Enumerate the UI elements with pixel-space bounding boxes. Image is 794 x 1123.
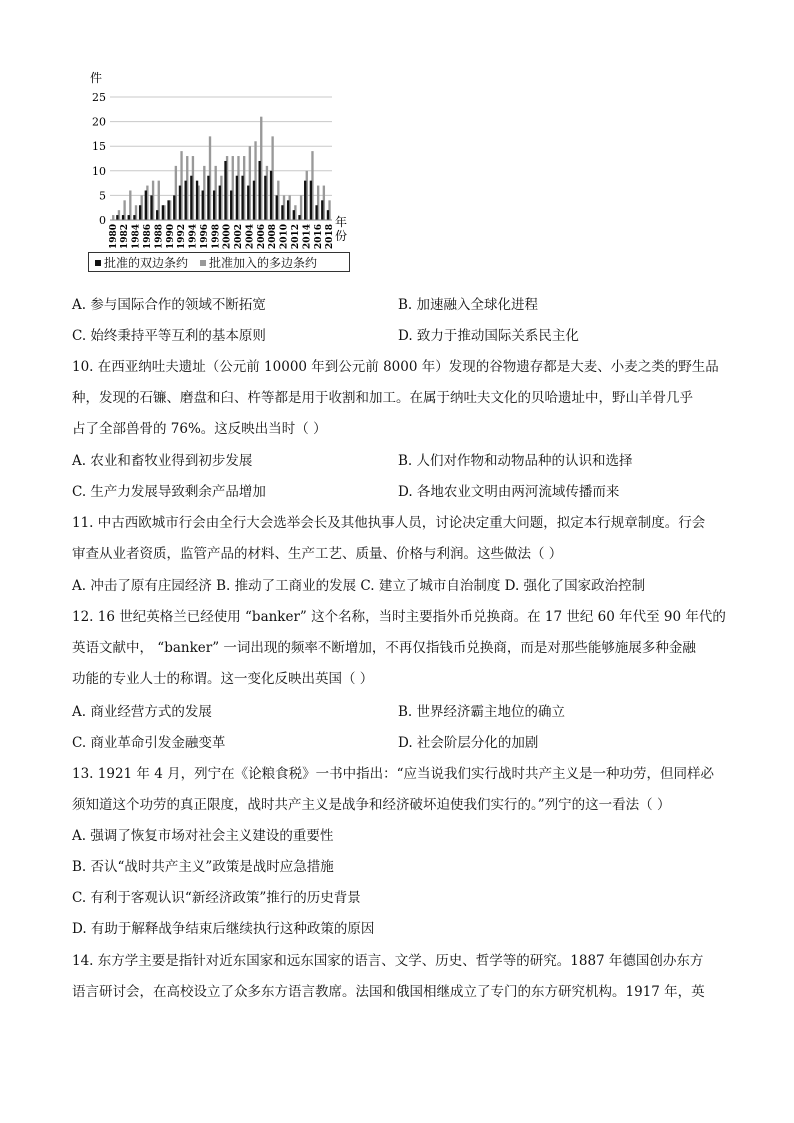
y-tick-label: 25 (92, 91, 106, 104)
bar-bilateral (128, 215, 130, 220)
bar-bilateral (150, 195, 152, 220)
bar-bilateral (224, 161, 226, 220)
q14-stem-line-2: 语言研讨会，在高校设立了众多东方语言教席。法国和俄国相继成立了专门的东方研究机构。1917 年，英 (72, 984, 705, 1000)
x-tick-label: 2014 (302, 224, 313, 250)
q13-stem-line-1: 13. 1921 年 4 月，列宁在《论粮食税》一书中指出：“应当说我们实行战时共产主义是一种功劳，但同样必 (72, 766, 714, 782)
bar-bilateral (258, 161, 260, 220)
q10-stem-line-2: 种，发现的石镰、磨盘和臼、杵等都是用于收割和加工。在属于纳吐夫文化的贝哈遗址中，野山羊骨几乎 (72, 390, 693, 406)
bar-bilateral (219, 186, 221, 220)
bar-bilateral (241, 176, 243, 220)
y-tick-label: 5 (99, 189, 106, 203)
q11-stem-line-1: 11. 中古西欧城市行会由全行大会选举会长及其他执事人员，讨论决定重大问题，拟定本行规章制度。行会 (72, 515, 706, 531)
q13-stem-line-2: 须知道这个功劳的真正限度，战时共产主义是战争和经济破坏迫使我们实行的。”列宁的这一看法（ ） (72, 797, 671, 813)
chart-canvas (86, 70, 356, 276)
q10-option-b: B. 人们对作物和动物品种的认识和选择 (398, 453, 633, 469)
q12-option-a: A. 商业经营方式的发展 (72, 704, 212, 720)
x-tick-label: 1996 (199, 224, 210, 250)
bar-bilateral (196, 181, 198, 220)
q13-option-d: D. 有助于解释战争结束后继续执行这种政策的原因 (72, 921, 375, 937)
bar-bilateral (310, 181, 312, 220)
bar-bilateral (162, 205, 164, 220)
bar-bilateral (315, 205, 317, 220)
bar-bilateral (213, 190, 215, 220)
bar-bilateral (133, 215, 135, 220)
bar-bilateral (122, 215, 124, 220)
bar-bilateral (304, 181, 306, 220)
y-tick-label: 0 (99, 214, 106, 227)
bar-bilateral (116, 215, 118, 220)
q9-option-d: D. 致力于推动国际关系民主化 (398, 328, 579, 344)
bar-multilateral (112, 215, 114, 220)
x-tick-label: 2018 (325, 224, 336, 250)
q9-option-a: A. 参与国际合作的领域不断拓宽 (72, 297, 266, 313)
x-tick-label: 1990 (165, 224, 176, 250)
x-tick-label: 2010 (279, 224, 290, 250)
bar-bilateral (207, 176, 209, 220)
q11-stem-line-2: 审查从业者资质，监管产品的材料、生产工艺、质量、价格与利润。这些做法（ ） (72, 546, 563, 562)
q10-option-a: A. 农业和畜牧业得到初步发展 (72, 453, 253, 469)
x-tick-label: 2012 (291, 224, 301, 250)
bar-bilateral (179, 186, 181, 220)
x-tick-label: 1980 (108, 224, 119, 250)
x-tick-label: 2004 (245, 224, 256, 250)
q13-option-c: C. 有利于客观认识“新经济政策”推行的历史背景 (72, 890, 361, 906)
bar-bilateral (184, 181, 186, 220)
bar-bilateral (139, 205, 141, 220)
bar-bilateral (167, 200, 169, 220)
q11-options: A. 冲击了原有庄园经济 B. 推动了工商业的发展 C. 建立了城市自治制度 D. 强化了国家政治控制 (72, 578, 646, 594)
bar-bilateral (247, 186, 249, 220)
x-tick-label: 2000 (222, 224, 233, 250)
legend-item-bilateral: 批准的双边条约 (95, 254, 188, 271)
y-tick-label: 20 (92, 115, 106, 129)
x-tick-label: 2016 (313, 224, 324, 250)
q12-option-d: D. 社会阶层分化的加剧 (398, 735, 539, 751)
x-tick-label: 1982 (120, 224, 131, 250)
bar-bilateral (145, 190, 147, 220)
x-tick-label: 1984 (131, 224, 142, 250)
q12-stem-line-1: 12. 16 世纪英格兰已经使用 “banker” 这个名称，当时主要指外币兑换商。在 17 世纪 60 年代至 90 年代的 (72, 609, 726, 625)
bar-bilateral (327, 210, 329, 220)
q10-stem-line-3: 占了全部兽骨的 76%。这反映出当时（ ） (72, 421, 327, 437)
bar-bilateral (270, 171, 272, 220)
x-tick-label: 1994 (188, 224, 199, 250)
y-axis-label: 件 (90, 71, 103, 85)
q10-option-d: D. 各地农业文明由两河流域传播而来 (398, 484, 620, 500)
treaty-bar-chart (86, 70, 356, 276)
x-tick-label: 2006 (256, 224, 267, 250)
q13-option-b: B. 否认“战时共产主义”政策是战时应急措施 (72, 859, 334, 875)
x-tick-label: 1988 (154, 224, 165, 250)
q14-stem-line-1: 14. 东方学主要是指针对近东国家和远东国家的语言、文学、历史、哲学等的研究。1887 年德国创办东方 (72, 953, 704, 969)
bar-bilateral (190, 176, 192, 220)
x-axis-label-part: 份 (335, 229, 348, 243)
legend-item-multilateral: 批准加入的多边条约 (200, 254, 317, 271)
bar-bilateral (281, 205, 283, 220)
chart-legend (88, 252, 350, 272)
y-tick-label: 15 (92, 140, 106, 154)
q9-option-b: B. 加速融入全球化进程 (398, 297, 539, 313)
bar-bilateral (230, 190, 232, 220)
q12-stem-line-2: 英语文献中， “banker” 一词出现的频率不断增加，不再仅指钱币兑换商，而是对那些能够施展多种金融 (72, 640, 696, 656)
bar-bilateral (253, 181, 255, 220)
q12-stem-line-3: 功能的专业人士的称谓。这一变化反映出英国（ ） (72, 671, 374, 687)
x-tick-label: 1986 (143, 224, 153, 250)
x-tick-label: 2008 (268, 224, 279, 250)
x-tick-label: 2002 (234, 224, 245, 250)
bar-bilateral (293, 210, 295, 220)
bar-bilateral (321, 200, 323, 220)
bar-bilateral (236, 176, 238, 220)
bar-bilateral (264, 176, 266, 220)
x-axis-label-part: 年 (335, 215, 348, 229)
bar-bilateral (156, 210, 158, 220)
x-tick-label: 1992 (177, 224, 188, 250)
x-tick-label: 1998 (211, 224, 222, 250)
bar-bilateral (173, 195, 175, 220)
y-tick-label: 10 (92, 164, 106, 178)
bar-bilateral (298, 215, 300, 220)
bar-bilateral (202, 190, 204, 220)
q10-stem-line-1: 10. 在西亚纳吐夫遗址（公元前 10000 年到公元前 8000 年）发现的谷物遗存都是大麦、小麦之类的野生品 (72, 359, 719, 375)
q10-option-c: C. 生产力发展导致剩余产品增加 (72, 484, 266, 500)
bar-bilateral (276, 195, 278, 220)
q12-option-b: B. 世界经济霸主地位的确立 (398, 704, 566, 720)
q12-option-c: C. 商业革命引发金融变革 (72, 735, 226, 751)
q9-option-c: C. 始终秉持平等互利的基本原则 (72, 328, 266, 344)
bar-bilateral (287, 200, 289, 220)
q13-option-a: A. 强调了恢复市场对社会主义建设的重要性 (72, 828, 334, 844)
